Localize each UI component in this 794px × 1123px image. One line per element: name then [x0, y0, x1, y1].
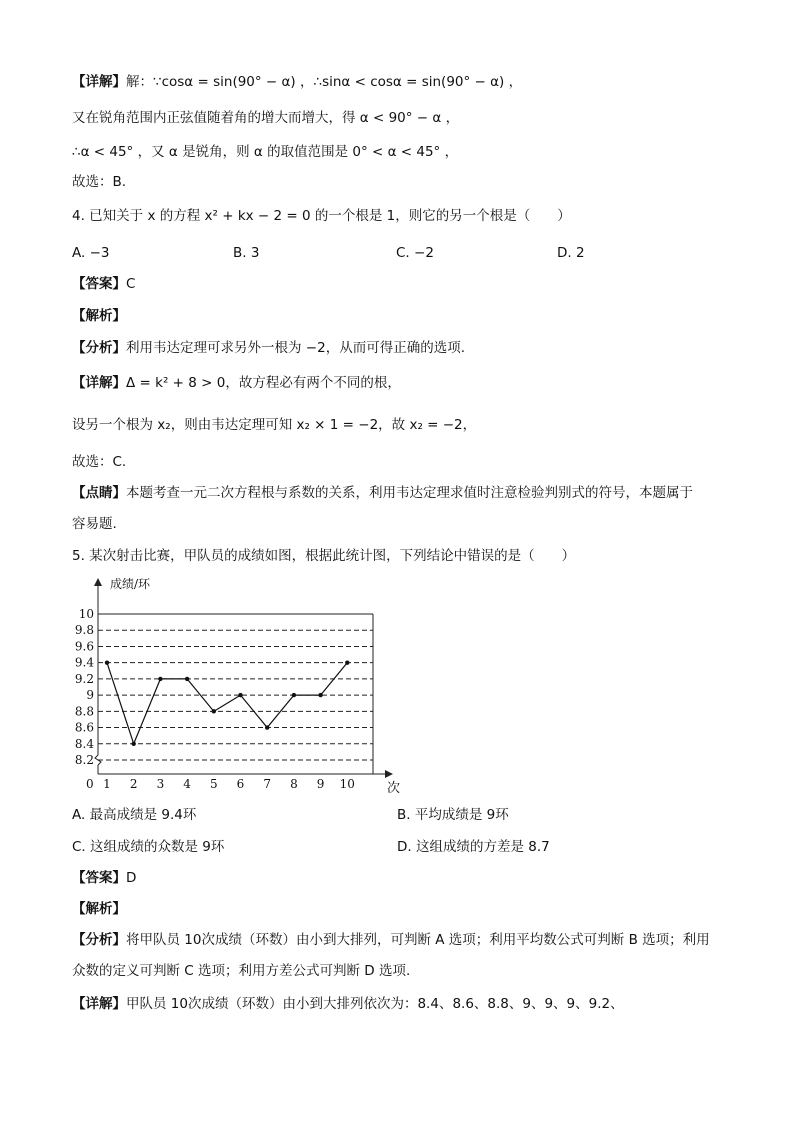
- prev-line-2: 又在锐角范围内正弦值随着角的增大而增大，得 α < 90° − α ，: [72, 110, 460, 126]
- q4-option-d: D. 2: [557, 245, 585, 261]
- score-data-point: [238, 693, 242, 697]
- y-tick-label: 9.8: [74, 623, 94, 638]
- origin-label: 0: [86, 777, 94, 791]
- x-tick-label: 9: [316, 777, 325, 791]
- x-tick-label: 8: [290, 777, 298, 791]
- detail-text: 甲队员 10次成绩（环数）由小到大排列依次为：8.4、8.6、8.8、9、9、9、9.2、: [126, 996, 624, 1012]
- q5-answer: [72, 868, 136, 888]
- x-tick-label: 4: [183, 777, 191, 791]
- q4-dianjing: [72, 483, 693, 503]
- q5-stem: 5. 某次射击比赛，甲队员的成绩如图，根据此统计图，下列结论中错误的是（ ）: [72, 548, 576, 564]
- score-data-point: [158, 677, 162, 681]
- prev-detail-line: [72, 72, 522, 92]
- q4-fenxi: [72, 338, 465, 358]
- detail-label: 【详解】: [72, 74, 126, 90]
- q5-fenxi-2: 众数的定义可判断 C 选项；利用方差公式可判断 D 选项.: [72, 963, 411, 979]
- y-axis-arrow: [94, 578, 102, 586]
- fenxi-label: 【分析】: [72, 340, 126, 356]
- y-tick-label: 9.6: [74, 639, 94, 654]
- q4-detail: [72, 373, 401, 393]
- q4-detail-2: 设另一个根为 x₂，则由韦达定理可知 x₂ × 1 = −2，故 x₂ = −2，: [72, 417, 477, 433]
- x-tick-label: 7: [263, 777, 272, 791]
- dianjing-text: 本题考查一元二次方程根与系数的关系，利用韦达定理求值时注意检验判别式的符号，本题属于: [126, 485, 693, 501]
- score-line-chart: [68, 572, 408, 802]
- y-tick-label: 8.4: [74, 736, 94, 751]
- answer-value: C: [126, 276, 136, 292]
- q5-detail: [72, 994, 624, 1014]
- detail-label: 【详解】: [72, 375, 126, 391]
- y-tick-label: 10: [78, 607, 94, 621]
- y-tick-label: 9.4: [74, 655, 94, 670]
- x-tick-label: 5: [209, 777, 218, 791]
- fenxi-text: 利用韦达定理可求另外一根为 −2，从而可得正确的选项.: [126, 340, 465, 356]
- q5-fenxi: [72, 930, 710, 950]
- y-tick-label: 8.2: [74, 753, 94, 767]
- score-data-point: [318, 693, 322, 697]
- x-tick-label: 1: [103, 777, 111, 791]
- score-data-point: [105, 660, 109, 664]
- q4-option-c: C. −2: [396, 245, 434, 261]
- score-data-point: [185, 677, 189, 681]
- x-tick-label: 3: [156, 777, 165, 791]
- x-tick-label: 6: [236, 777, 245, 791]
- score-data-point: [212, 709, 216, 713]
- fenxi-text: 将甲队员 10次成绩（环数）由小到大排列，可判断 A 选项；利用平均数公式可判断 B 选项；利用: [126, 932, 710, 948]
- q4-stem: 4. 已知关于 x 的方程 x² + kx − 2 = 0 的一个根是 1，则它的另一个根是（ ）: [72, 208, 571, 224]
- q5-option-c: C. 这组成绩的众数是 9环: [72, 839, 225, 855]
- prev-detail-text: 解：∵cosα = sin(90° − α) ，∴sinα < cosα = sin(90° − α) ，: [126, 74, 523, 90]
- detail-text: Δ = k² + 8 > 0，故方程必有两个不同的根，: [126, 375, 401, 391]
- q5-option-a: A. 最高成绩是 9.4环: [72, 807, 197, 823]
- prev-line-3: ∴α < 45° ，又 α 是锐角，则 α 的取值范围是 0° < α < 45° ，: [72, 144, 459, 160]
- q5-analysis-label: 【解析】: [72, 901, 126, 917]
- score-data-point: [265, 725, 269, 729]
- q4-answer: [72, 274, 135, 294]
- y-axis-title: 成绩/环: [110, 577, 151, 591]
- answer-label: 【答案】: [72, 870, 126, 886]
- x-tick-label: 2: [129, 777, 138, 791]
- q4-option-a: A. −3: [72, 245, 110, 261]
- answer-value: D: [126, 870, 137, 886]
- y-tick-label: 9: [86, 688, 94, 703]
- score-data-point: [132, 742, 136, 746]
- y-tick-label: 9.2: [74, 671, 94, 686]
- q5-option-d: D. 这组成绩的方差是 8.7: [397, 839, 550, 855]
- q4-choice: 故选：C.: [72, 454, 127, 470]
- prev-choice: 故选：B.: [72, 174, 127, 190]
- q4-option-b: B. 3: [233, 245, 260, 261]
- x-axis-arrow: [385, 770, 393, 778]
- detail-label: 【详解】: [72, 996, 126, 1012]
- fenxi-label: 【分析】: [72, 932, 126, 948]
- score-series-line: [107, 663, 347, 744]
- score-data-point: [345, 660, 349, 664]
- x-axis-title: 次: [387, 781, 401, 796]
- x-tick-label: 10: [339, 777, 355, 791]
- y-tick-label: 8.8: [74, 704, 94, 719]
- answer-label: 【答案】: [72, 276, 126, 292]
- dianjing-label: 【点睛】: [72, 485, 126, 501]
- q5-option-b: B. 平均成绩是 9环: [397, 807, 509, 823]
- score-data-point: [292, 693, 296, 697]
- y-tick-label: 8.6: [74, 720, 94, 735]
- q4-analysis-label: 【解析】: [72, 308, 126, 324]
- q4-dianjing-2: 容易题.: [72, 516, 117, 532]
